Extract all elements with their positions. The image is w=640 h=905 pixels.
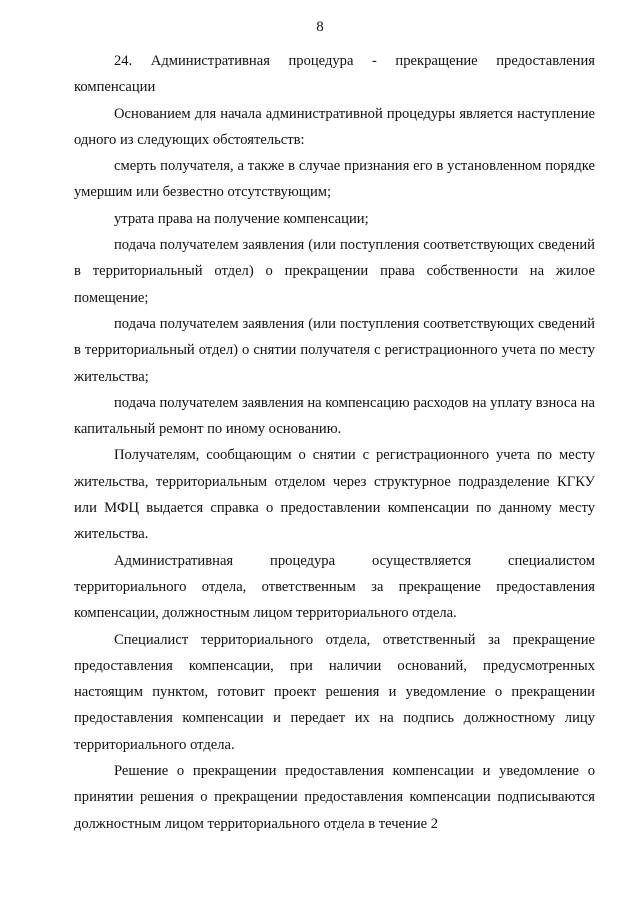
paragraph-ground-loss-of-right: утрата права на получение компенсации; xyxy=(114,210,369,227)
page-number: 8 xyxy=(316,19,324,35)
paragraph-certificate-issuance: Получателям, сообщающим о снятии с регистрационного учета по месту жительства, территориальным отделом через структурное подразделение КГКУ или МФЦ выдается справка о предоставлении компенсации по данному месту жительства. xyxy=(74,447,595,543)
paragraph-specialist-duties: Специалист территориального отдела, ответственный за прекращение предоставления компенсации, при наличии оснований, предусмотренных настоящим пунктом, готовит проект решения и уведомление о прекращении предоставления компенсации и передает их на подпись должностному лицу территориального отдела. xyxy=(74,631,595,753)
paragraph-grounds-intro: Основанием для начала административной процедуры является наступление одного из следующих обстоятельств: xyxy=(74,105,595,148)
paragraph-decision-signing: Решение о прекращении предоставления компенсации и уведомление о принятии решения о прекращении предоставления компенсации подписываются должностным лицом территориального отдела в течение 2 xyxy=(74,763,595,832)
paragraph-procedure-heading: 24. Административная процедура - прекращение предоставления компенсации xyxy=(74,53,595,96)
paragraph-ground-other-basis: подача получателем заявления на компенсацию расходов на уплату взноса на капитальный ремонт по иному основанию. xyxy=(74,394,595,438)
paragraph-ground-death: смерть получателя, а также в случае признания его в установленном порядке умершим или безвестно отсутствующим; xyxy=(74,158,595,201)
document-body xyxy=(74,48,595,837)
paragraph-ground-deregistration: подача получателем заявления (или поступления соответствующих сведений в территориальный отдел) о снятии получателя с регистрационного учета по месту жительства; xyxy=(74,315,595,385)
paragraph-procedure-performer: Административная процедура осуществляется специалистом территориального отдела, ответственным за прекращение предоставления компенсации, должностным лицом территориального отдела. xyxy=(74,552,595,622)
paragraph-ground-ownership-termination: подача получателем заявления (или поступления соответствующих сведений в территориальный отдел) о прекращении права собственности на жилое помещение; xyxy=(74,237,595,306)
